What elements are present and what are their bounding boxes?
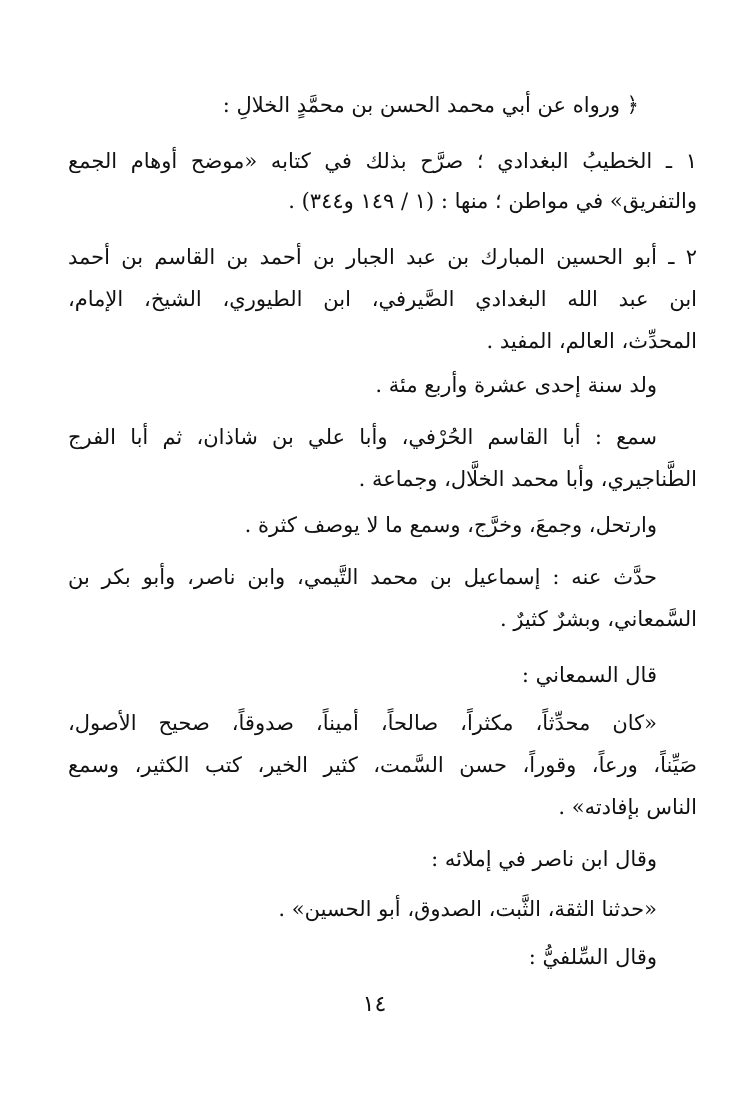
text-line: قال السمعاني : xyxy=(521,663,657,687)
text-line: سمع : أبا القاسم الحُرْفي، وأبا علي بن شاذان، ثم أبا الفرج xyxy=(68,425,657,449)
text-line: الناس بإفادته» . xyxy=(558,795,697,819)
text-line: حدَّث عنه : إسماعيل بن محمد التَّيمي، وابن ناصر، وأبو بكر بن xyxy=(68,565,657,589)
text-line: ﴿ ورواه عن أبي محمد الحسن بن محمَّدٍ الخلالِ : xyxy=(222,93,639,117)
text-line: وارتحل، وجمعَ، وخرَّج، وسمع ما لا يوصف كثرة . xyxy=(244,513,657,537)
text-line: المحدِّث، العالم، المفيد . xyxy=(486,329,697,353)
text-line: وقال ابن ناصر في إملائه : xyxy=(431,847,657,871)
text-line: السَّمعاني، وبشرٌ كثيرٌ . xyxy=(499,607,697,631)
text-line: «كان محدِّثاً، مكثراً، صالحاً، أميناً، صدوقاً، صحيح الأصول، xyxy=(68,711,657,735)
text-line: ١ ـ الخطيبُ البغدادي ؛ صرَّح بذلك في كتابه «موضح أوهام الجمع xyxy=(68,149,697,173)
text-line: الطَّناجيري، وأبا محمد الخلَّال، وجماعة . xyxy=(358,467,697,491)
text-line: والتفريق» في مواطن ؛ منها : (١ / ١٤٩ و٣٤٤) . xyxy=(288,189,697,213)
text-line: صَيِّناً، ورعاً، وقوراً، حسن السَّمت، كثير الخير، كتب الكثير، وسمع xyxy=(68,753,697,777)
text-line: وقال السِّلفيُّ : xyxy=(528,945,657,969)
text-line: ولد سنة إحدى عشرة وأربع مئة . xyxy=(375,373,657,397)
text-line: ابن عبد الله البغدادي الصَّيرفي، ابن الطيوري، الشيخ، الإمام، xyxy=(68,287,697,311)
text-line: «حدثنا الثقة، الثَّبت، الصدوق، أبو الحسين» . xyxy=(278,897,657,921)
text-line: ٢ ـ أبو الحسين المبارك بن عبد الجبار بن أحمد بن القاسم بن أحمد xyxy=(68,245,697,269)
page-number: ١٤ xyxy=(362,992,387,1017)
